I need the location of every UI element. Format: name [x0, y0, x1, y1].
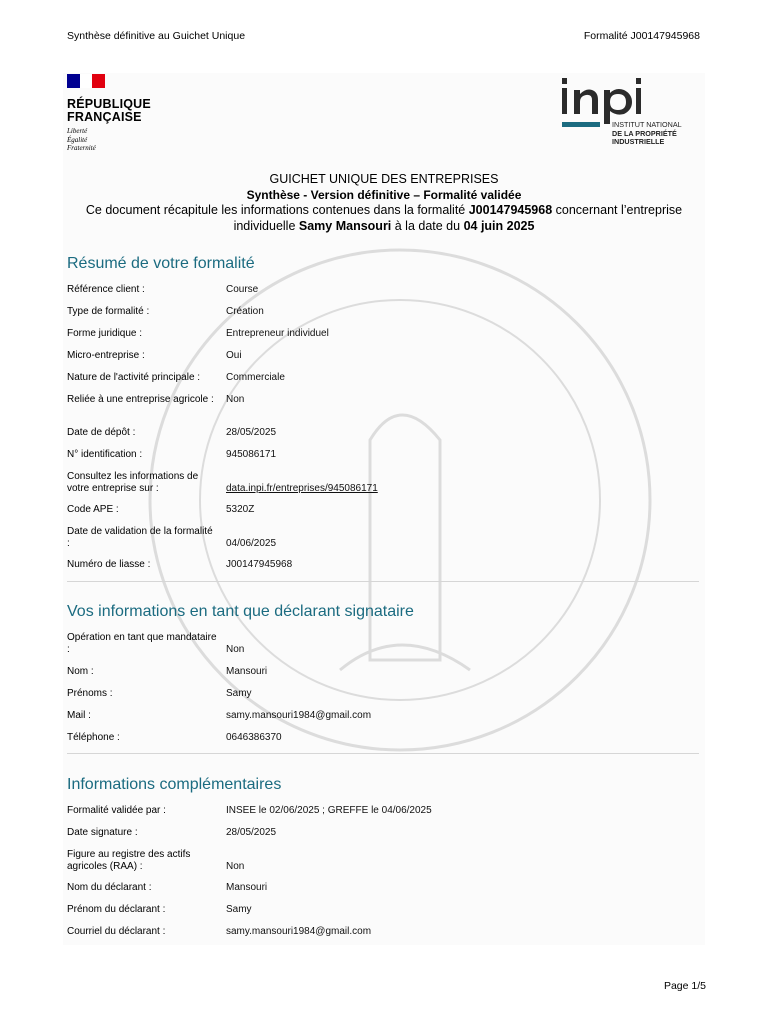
section-resume-title: Résumé de votre formalité: [67, 255, 255, 272]
intro-text-2: concernant l’entreprise: [552, 203, 683, 217]
field-value: Oui: [226, 350, 242, 361]
inpi-line1: INSTITUT NATIONAL: [612, 120, 682, 129]
field-value: 945086171: [226, 449, 277, 460]
page-header: [67, 30, 700, 42]
section-declarant-title: Vos informations en tant que déclarant signataire: [67, 603, 414, 620]
field-label: Courriel du déclarant :: [67, 926, 166, 937]
field-label: Téléphone :: [67, 732, 120, 743]
field-label: Code APE :: [67, 504, 119, 515]
field-label: Numéro de liasse :: [67, 559, 151, 570]
field-label: Prénom du déclarant :: [67, 904, 166, 915]
motto-1: Liberté: [67, 127, 88, 135]
field-value: samy.mansouri1984@gmail.com: [226, 926, 372, 937]
field-label: Opération en tant que mandataire :: [67, 632, 217, 655]
title-line2: Synthèse - Version définitive – Formalité validée: [246, 187, 522, 202]
marianne-flag-icon: [67, 74, 105, 88]
field-value: 04/06/2025: [226, 538, 277, 549]
inpi-text: [612, 121, 712, 147]
page-number: Page 1/5: [663, 980, 706, 992]
inpi-logo: [560, 74, 700, 146]
rf-line2: FRANÇAISE: [67, 110, 142, 124]
motto-3: Fraternité: [67, 144, 96, 152]
field-label: Nature de l'activité principale :: [67, 372, 201, 383]
title-line3: [63, 203, 705, 219]
field-label: Micro-entreprise :: [67, 350, 145, 361]
field-label: Date signature :: [67, 827, 138, 838]
title-line4: [63, 219, 705, 235]
field-value: Création: [226, 306, 264, 317]
field-label: Mail :: [67, 710, 91, 721]
republique-francaise-logo: [67, 74, 151, 153]
field-value: samy.mansouri1984@gmail.com: [226, 710, 372, 721]
field-value: Samy: [226, 688, 252, 699]
field-value: INSEE le 02/06/2025 ; GREFFE le 04/06/2025: [226, 805, 432, 816]
field-value: Course: [226, 284, 259, 295]
field-value: Non: [226, 644, 245, 655]
field-value: Commerciale: [226, 372, 285, 383]
field-label: N° identification :: [67, 449, 143, 460]
title-line1: GUICHET UNIQUE DES ENTREPRISES: [269, 172, 499, 186]
rf-line1: RÉPUBLIQUE: [67, 97, 151, 111]
field-label: Consultez les informations de votre entreprise sur :: [67, 471, 199, 494]
field-value: 0646386370: [226, 732, 282, 743]
field-value: 28/05/2025: [226, 427, 277, 438]
company-name: Samy Mansouri: [298, 218, 392, 233]
intro-text-4: à la date du: [391, 218, 464, 233]
field-value: J00147945968: [226, 559, 293, 570]
field-label: Nom :: [67, 666, 94, 677]
rf-name: [67, 98, 151, 124]
field-label: Nom du déclarant :: [67, 882, 152, 893]
field-label: Référence client :: [67, 284, 145, 295]
field-label: Forme juridique :: [67, 328, 143, 339]
field-label: Formalité validée par :: [67, 805, 166, 816]
inpi-line3: INDUSTRIELLE: [612, 137, 665, 146]
field-label: Type de formalité :: [67, 306, 150, 317]
company-data-link[interactable]: data.inpi.fr/entreprises/945086171: [226, 483, 378, 494]
field-label: Date de dépôt :: [67, 427, 136, 438]
document-date: 04 juin 2025: [463, 218, 535, 233]
divider: [67, 753, 699, 754]
field-label: Date de validation de la formalité :: [67, 526, 213, 549]
inpi-line2: DE LA PROPRIÉTÉ: [612, 128, 677, 138]
field-value: Samy: [226, 904, 252, 915]
field-value: Mansouri: [226, 666, 268, 677]
field-value: Mansouri: [226, 882, 268, 893]
field-value: Non: [226, 394, 245, 405]
intro-text: Ce document récapitule les informations contenues dans la formalité: [85, 203, 469, 217]
divider: [67, 581, 699, 582]
field-label: Prénoms :: [67, 688, 113, 699]
field-value: 28/05/2025: [226, 827, 277, 838]
section-complementaires-title: Informations complémentaires: [67, 776, 282, 793]
field-label: Reliée à une entreprise agricole :: [67, 394, 214, 405]
field-value: 5320Z: [226, 504, 255, 515]
field-value: Entrepreneur individuel: [226, 328, 329, 339]
intro-text-3: individuelle: [233, 218, 299, 233]
rf-motto: [67, 127, 151, 153]
field-value: Non: [226, 861, 245, 872]
header-left: Synthèse définitive au Guichet Unique: [67, 30, 246, 42]
motto-2: Égalité: [67, 135, 88, 144]
title-block: [63, 172, 705, 234]
field-label: Figure au registre des actifs agricoles (RAA) :: [67, 849, 191, 872]
formalite-number: J00147945968: [468, 203, 553, 217]
header-right: Formalité J00147945968: [583, 30, 700, 42]
